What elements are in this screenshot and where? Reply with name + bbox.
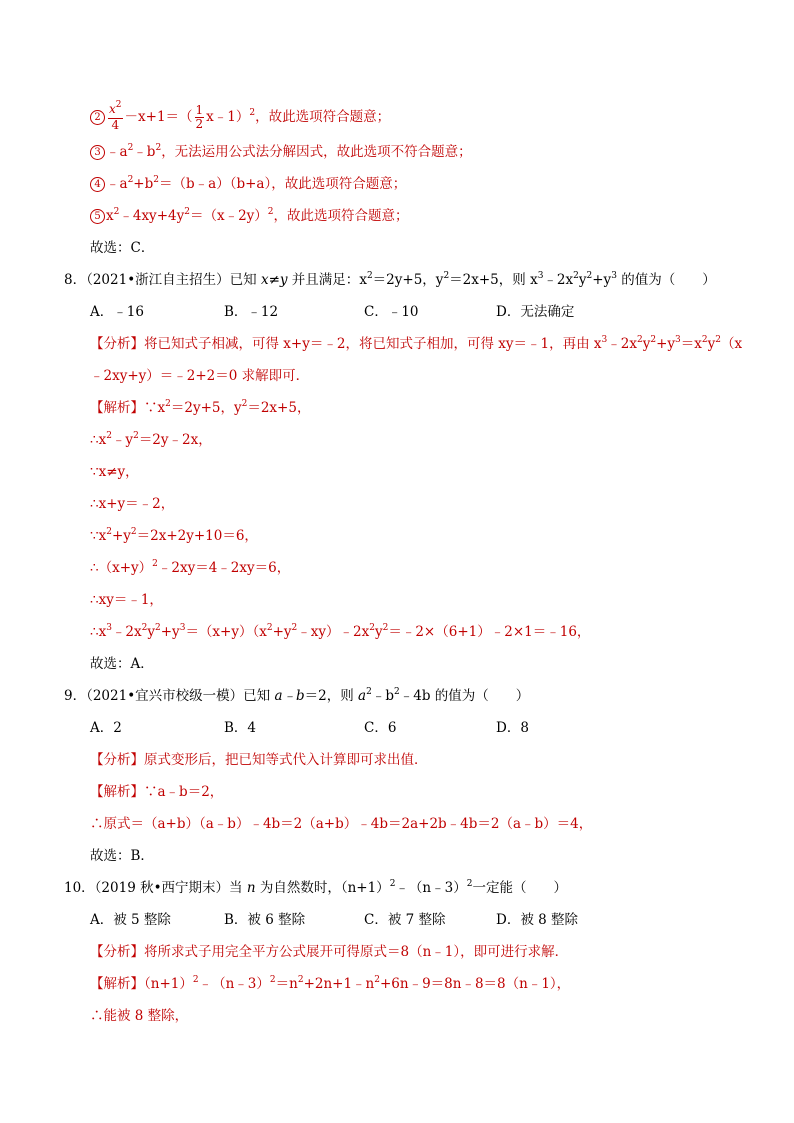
circled-number-3: 3 bbox=[90, 145, 105, 160]
q10-option-d: D．被 8 整除 bbox=[496, 912, 578, 928]
q8-option-b: B．﹣12 bbox=[224, 304, 279, 320]
q8-solution-4: ∴x+y＝﹣2， bbox=[90, 496, 175, 512]
fraction-1-over-2: $\frac{1}{2}$ bbox=[195, 103, 204, 131]
q7-item-5: 5 $x^2﹣4xy+4y^2=(x﹣2y)^2$，故此选项符合题意； bbox=[90, 207, 409, 227]
q8-analysis: 【分析】将已知式子相减，可得 x+y＝﹣2，将已知式子相加，可得 xy＝﹣1，再由 $x^3﹣2x^2y^2+y^3=x^2y^2(x$ bbox=[90, 335, 743, 352]
q8-option-c: C．﹣10 bbox=[364, 304, 419, 320]
q8-solution-1: 【解析】$\because x^2=2y+5$，$y^2=2x+5$， bbox=[90, 399, 311, 416]
q10-option-b: B．被 6 整除 bbox=[224, 912, 306, 928]
q9-analysis: 【分析】原式变形后，把已知等式代入计算即可求出值． bbox=[90, 752, 428, 768]
q9-option-a: A．2 bbox=[90, 720, 122, 736]
q7-item-3: 3 $﹣a^2﹣b^2$，无法运用公式法分解因式，故此选项不符合题意； bbox=[90, 143, 472, 163]
q8-option-d: D．无法确定 bbox=[496, 304, 575, 320]
circled-number-2: 2 bbox=[90, 110, 105, 125]
q9-solution-2: ∴原式＝（a+b）（a﹣b）﹣4b＝2（a+b）﹣4b＝2a+2b﹣4b＝2（a﹣b）＝4， bbox=[90, 816, 593, 832]
circled-number-5: 5 bbox=[90, 209, 105, 224]
q8-solution-3: ∵x≠y， bbox=[90, 464, 139, 480]
q9-option-b: B．4 bbox=[224, 720, 257, 736]
q10-option-c: C．被 7 整除 bbox=[364, 912, 446, 928]
q8-option-a: A．﹣16 bbox=[90, 304, 144, 320]
circled-number-4: 4 bbox=[90, 177, 105, 192]
q7-item-4: 4 $﹣a^2+b^2=(b﹣a)(b+a)$，故此选项符合题意； bbox=[90, 175, 406, 195]
q8-solution-8: $\therefore x^3﹣2x^2y^2+y^3=(x+y)(x^2+y^2﹣xy)﹣2x^2y^2=﹣2\times(6+1)﹣2\times 1=﹣16$， bbox=[90, 623, 591, 640]
fraction-x2-over-4: $\frac{x^2}{4}$ bbox=[109, 100, 122, 132]
q8-analysis-cont: ﹣2xy+y）＝﹣2+2＝0 求解即可． bbox=[90, 368, 310, 384]
q8-solution-5: $\because x^2+y^2=2x+2y+10=6$， bbox=[90, 527, 258, 544]
q10-analysis: 【分析】将所求式子用完全平方公式展开可得原式＝8（n﹣1），即可进行求解． bbox=[90, 944, 569, 960]
q9-stem: 9．（2021•宜兴市校级一模）已知 a﹣b＝2，则 $a^2﹣b^2﹣4b$ 的值为（ ） bbox=[64, 687, 530, 704]
q8-solution-2: $\therefore x^2﹣y^2=2y﹣2x$， bbox=[90, 431, 212, 448]
q9-answer: 故选：B． bbox=[90, 848, 154, 864]
q8-answer: 故选：A． bbox=[90, 656, 154, 672]
q9-option-d: D．8 bbox=[496, 720, 529, 736]
q8-solution-6: $\therefore(x+y)^2﹣2xy=4﹣2xy=6$， bbox=[90, 559, 291, 576]
q8-solution-7: ∴xy＝﹣1， bbox=[90, 592, 163, 608]
q7-item-2: 2 $\frac{x^2}{4}$ －x+1＝（ $\frac{1}{2}$ x﹣1）$^2$，故此选项符合题意； bbox=[90, 103, 390, 132]
q9-solution-1: 【解析】∵a﹣b＝2， bbox=[90, 784, 224, 800]
q7-answer: 故选：C． bbox=[90, 240, 155, 256]
q8-stem: 8．（2021•浙江自主招生）已知 x≠y 并且满足：$x^2=2y+5$，$y^2=2x+5$，则 $x^3﹣2x^2y^2+y^3$ 的值为（ ） bbox=[64, 271, 716, 288]
q10-option-a: A．被 5 整除 bbox=[90, 912, 171, 928]
q10-solution-1: 【解析】$(n+1)^2﹣(n﹣3)^2=n^2+2n+1﹣n^2+6n﹣9=8n﹣8=8(n﹣1)$， bbox=[90, 975, 571, 992]
q10-stem: 10．（2019 秋•西宁期末）当 n 为自然数时，$(n+1)^2﹣(n﹣3)^2$一定能（ ） bbox=[64, 879, 567, 896]
q9-option-c: C．6 bbox=[364, 720, 397, 736]
q10-solution-2: ∴能被 8 整除， bbox=[90, 1008, 189, 1024]
